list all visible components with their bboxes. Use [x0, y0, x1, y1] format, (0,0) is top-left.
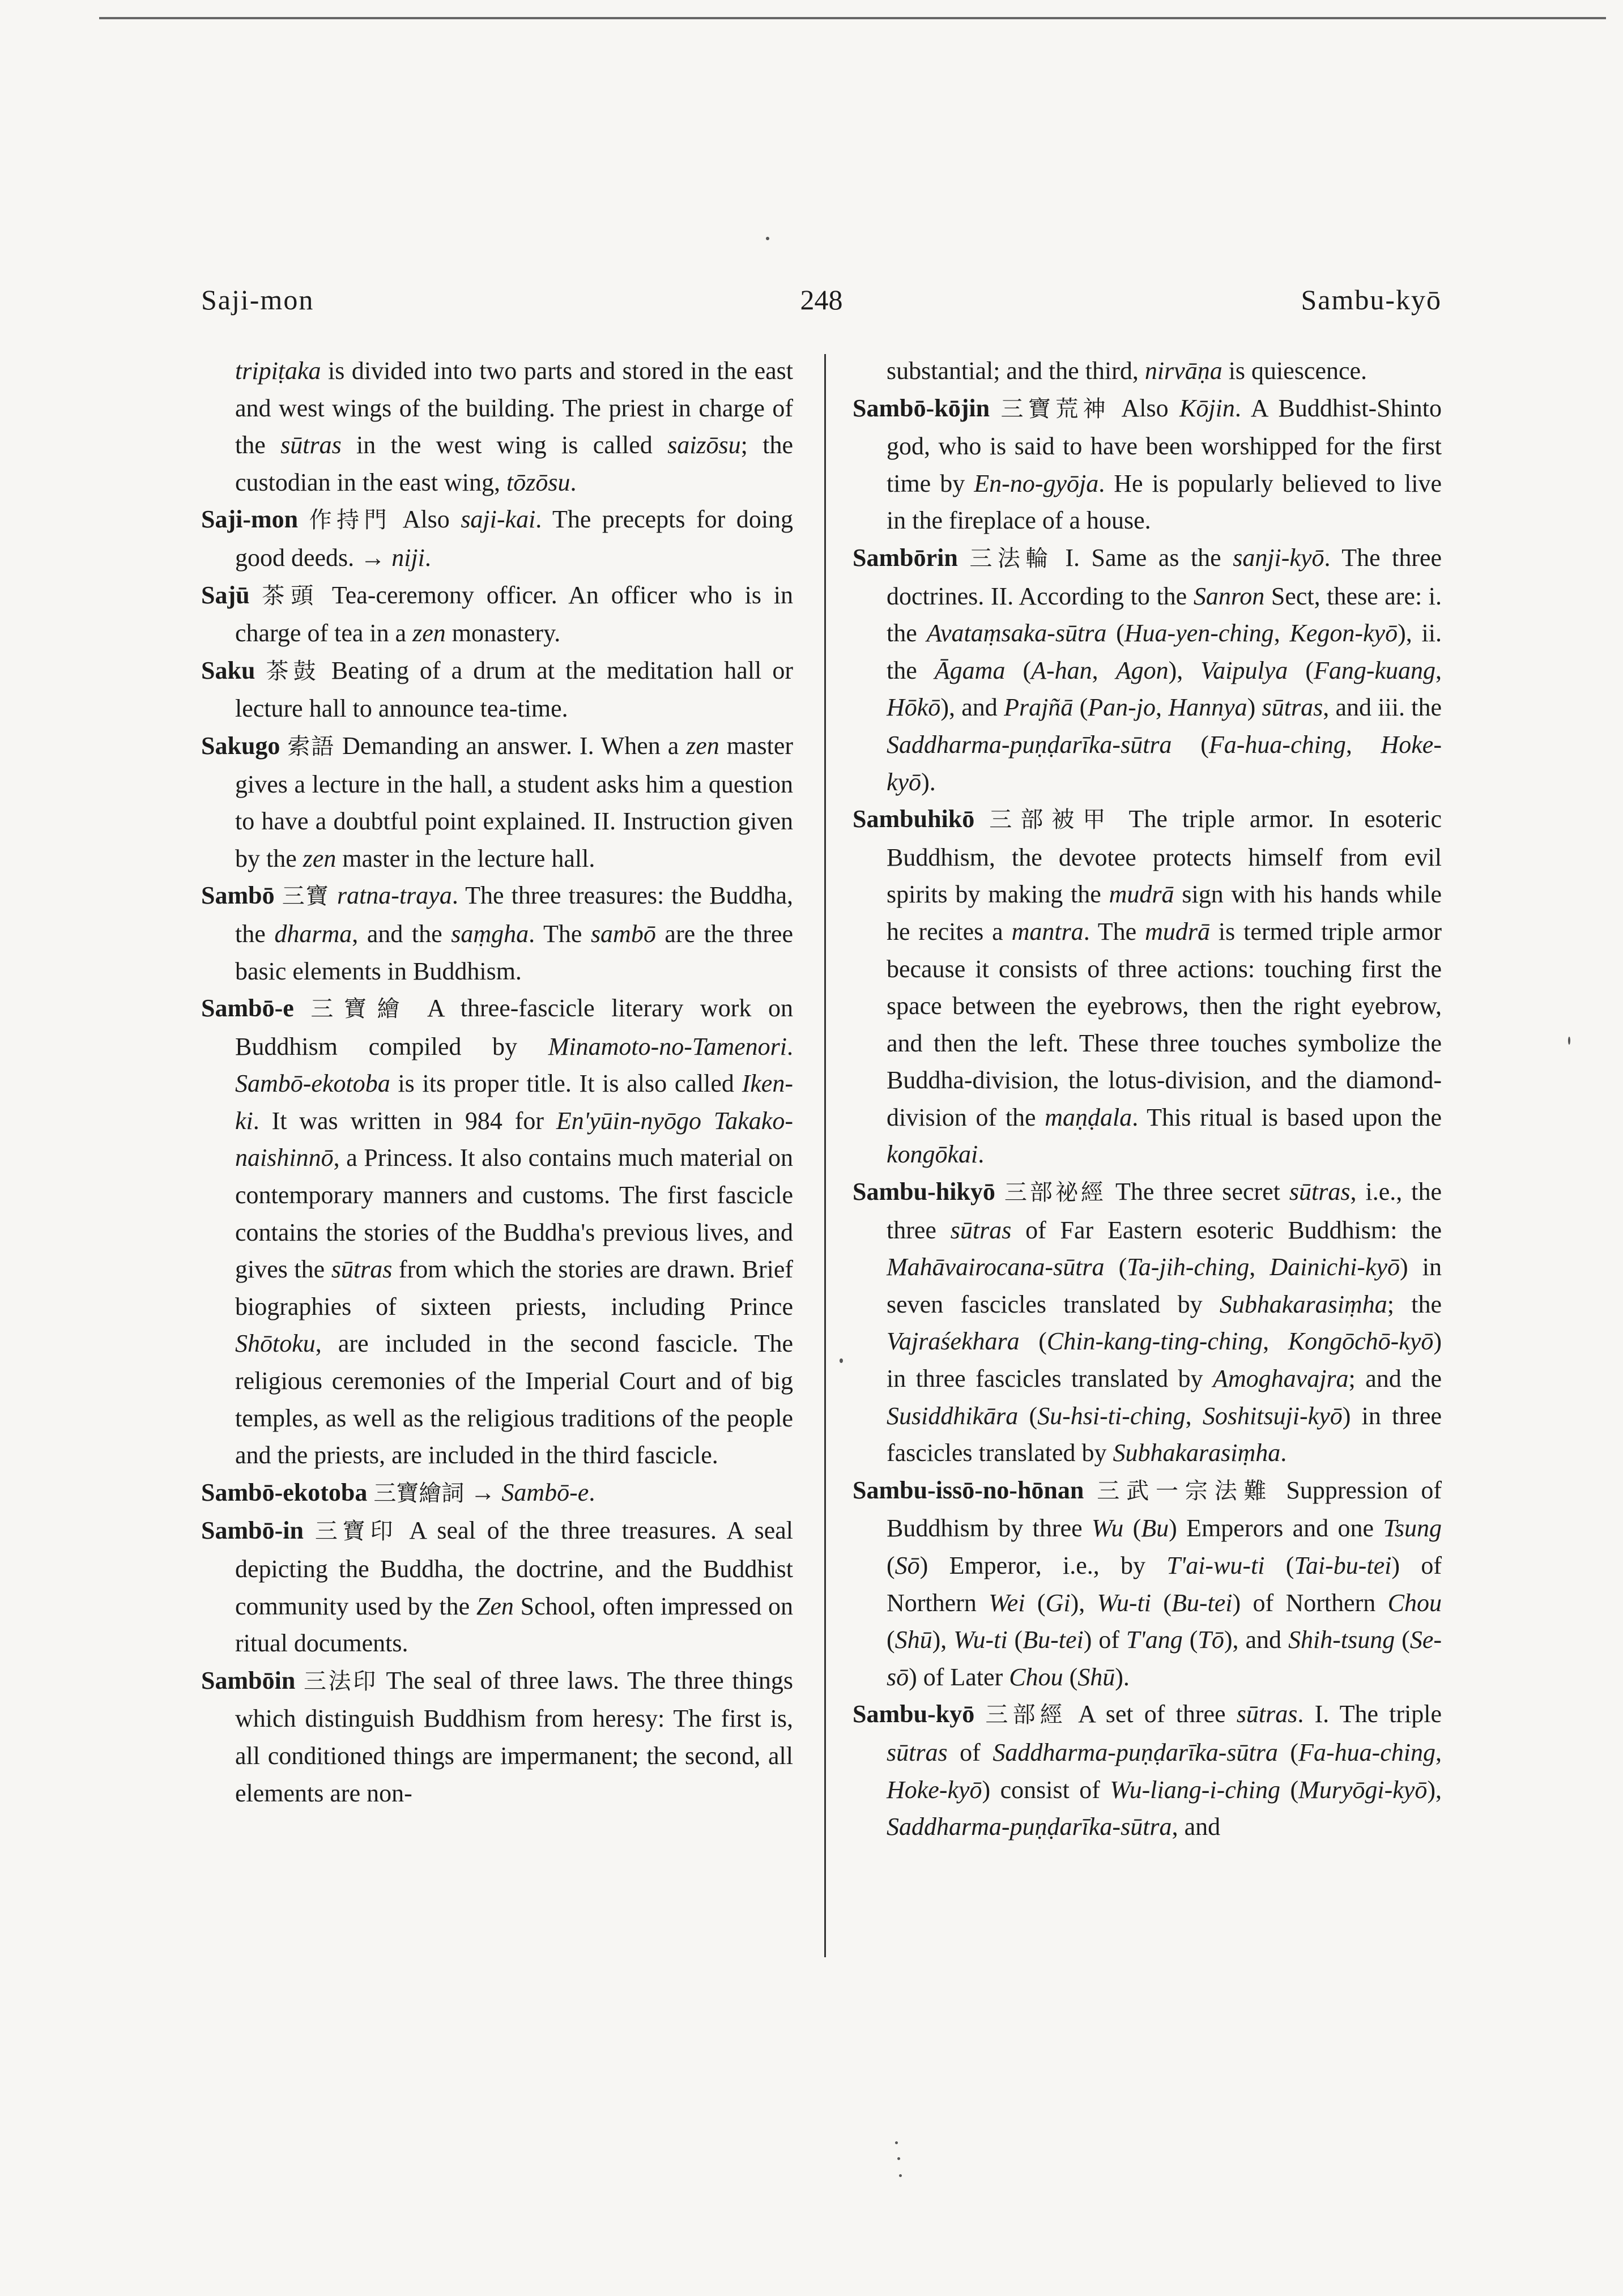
entry-kanji: 三寶: [282, 883, 330, 910]
entry-continuation: [853, 352, 1442, 390]
speck-mark: [1568, 1037, 1570, 1045]
dictionary-entry: [201, 652, 793, 727]
running-header: [201, 283, 1442, 323]
dictionary-entry: [201, 577, 793, 652]
dictionary-entry: [853, 1472, 1442, 1696]
entry-kanji: 作持門: [309, 507, 392, 534]
dictionary-entry: [201, 727, 793, 877]
entry-headword: Sambu-kyō: [853, 1700, 975, 1728]
entry-kanji: 三法輪: [969, 545, 1054, 572]
entry-kanji: 三寶繪詞: [373, 1480, 465, 1506]
dictionary-entry: [201, 1474, 793, 1513]
entry-kanji: 茶鼓: [266, 658, 321, 684]
speck-mark: [895, 2141, 898, 2144]
dictionary-entry: [201, 877, 793, 990]
entry-definition: substantial; and the third, nirvāṇa is quiescence.: [887, 357, 1368, 385]
entry-definition: → Sambō-e.: [470, 1478, 595, 1506]
entry-definition: Suppression of Buddhism by three Wu (Bu) Emperors and one Tsung (Sō) Emperor, i.e., by T'ai-wu-ti (Tai-bu-tei) of Northern Wei (Gi), Wu-ti (Bu-tei) of Northern Chou (Shū), Wu-ti (Bu-tei) of T'ang (Tō), and Shih-tsung (Se-sō) of Later Chou (Shū).: [887, 1476, 1442, 1691]
entry-continuation: [201, 352, 793, 501]
entry-definition: A three-fascicle literary work on Buddhism compiled by Minamoto-no-Tamenori. Sambō-ekotoba is its proper title. It is also called Iken-ki. It was written in 984 for En'yūin-nyōgo Takako-naishinnō, a Princess. It also contains much material on contemporary manners and customs. The first fascicle contains the stories of the Buddha's previous lives, and gives the sūtras from which the stories are drawn. Brief biographies of sixteen priests, including Prince Shōtoku, are included in the second fascicle. The religious ceremonies of the Imperial Court and of big temples, as well as the religious traditions of the people and the priests, are included in the third fascicle.: [235, 994, 794, 1469]
header-right-guide-word: Sambu-kyō: [1301, 284, 1442, 316]
entry-headword: Sambu-hikyō: [853, 1178, 995, 1206]
left-column: [201, 352, 793, 1812]
speck-mark: [766, 237, 769, 240]
page-number: 248: [800, 284, 843, 316]
dictionary-entry: [853, 539, 1442, 800]
entry-headword: Sambō-kōjin: [853, 394, 990, 422]
dictionary-entry: [853, 1696, 1442, 1845]
entry-kanji: 茶頭: [262, 582, 320, 609]
entry-kanji: 三法印: [303, 1668, 378, 1694]
entry-headword: Saku: [201, 656, 255, 684]
dictionary-entry: [201, 501, 793, 576]
entry-headword: Sambō: [201, 881, 275, 910]
entry-headword: Sambōrin: [853, 543, 958, 572]
entry-headword: Saji-mon: [201, 505, 299, 534]
entry-headword: Sambō-in: [201, 1517, 304, 1545]
entry-definition: ratna-traya. The three treasures: the Buddha, the dharma, and the saṃgha. The sambō are the three basic elements in Buddhism.: [235, 881, 794, 985]
dictionary-entry: [853, 390, 1442, 539]
entry-kanji: 索語: [287, 733, 335, 760]
entry-headword: Sambōin: [201, 1666, 296, 1694]
entry-definition: A seal of the three treasures. A seal depicting the Buddha, the doctrine, and the Buddhist community used by the Zen School, often impressed on ritual documents.: [235, 1517, 793, 1658]
dictionary-entry: [853, 800, 1442, 1173]
entry-headword: Sakugo: [201, 731, 280, 760]
entry-definition: The triple armor. In esoteric Buddhism, the devotee protects himself from evil spirits by making the mudrā sign with his hands while he recites a mantra. The mudrā is termed triple armor because it consists of three actions: touching first the space between the eyebrows, then the right eyebrow, and then the left. These three touches symbolize the Buddha-division, the lotus-division, and the diamond-division of the maṇḍala. This ritual is based upon the kongōkai.: [887, 805, 1442, 1169]
entry-kanji: 三寶印: [314, 1518, 398, 1545]
entry-definition: The seal of three laws. The three things which distinguish Buddhism from heresy: The first is, all conditioned things are impermanent; the second, all elements are non-: [235, 1666, 794, 1807]
entry-kanji: 三武一宗法難: [1097, 1477, 1273, 1504]
dictionary-entry: [201, 1512, 793, 1662]
entry-headword: Sambuhikō: [853, 805, 975, 833]
entry-definition: Demanding an answer. I. When a zen master gives a lecture in the hall, a student asks him a question to have a doubtful point explained. II. Instruction given by the zen master in the lecture hall.: [235, 731, 794, 872]
entry-definition: tripiṭaka is divided into two parts and stored in the east and west wings of the building. The priest in charge of the sūtras in the west wing is called saizōsu; the custodian in the east wing, tōzōsu.: [235, 357, 793, 496]
entry-definition: Also Kōjin. A Buddhist-Shinto god, who is said to have been worshipped for the first time by En-no-gyōja. He is popularly believed to live in the fireplace of a house.: [887, 394, 1442, 535]
entry-headword: Sambō-ekotoba: [201, 1478, 368, 1506]
entry-definition: Also saji-kai. The precepts for doing good deeds. → niji.: [235, 505, 794, 572]
top-border-line: [99, 17, 1606, 19]
entry-kanji: 三寶繪: [310, 996, 411, 1023]
speck-mark: [899, 2174, 902, 2177]
entry-kanji: 三部經: [985, 1702, 1067, 1728]
entry-definition: A set of three sūtras. I. The triple sūtras of Saddharma-puṇḍarīka-sūtra (Fa-hua-ching, Hoke-kyō) consist of Wu-liang-i-ching (Muryōgi-kyō), Saddharma-puṇḍarīka-sūtra, and: [887, 1700, 1442, 1841]
entry-kanji: 三部被甲: [989, 807, 1114, 833]
entry-definition: The three secret sūtras, i.e., the three sūtras of Far Eastern esoteric Buddhism: the Mahāvairocana-sūtra (Ta-jih-ching, Dainichi-kyō) in seven fascicles translated by Subhakarasiṃha; the Vajraśekhara (Chin-kang-ting-ching, Kongōchō-kyō) in three fascicles translated by Amoghavajra; and the Susiddhikāra (Su-hsi-ti-ching, Soshitsuji-kyō) in three fascicles translated by Subhakarasiṃha.: [887, 1178, 1442, 1467]
entry-headword: Sambu-issō-no-hōnan: [853, 1476, 1084, 1504]
dictionary-entry: [201, 1662, 793, 1812]
dictionary-entry: [201, 990, 793, 1474]
speck-mark: [897, 2157, 900, 2160]
entry-definition: Tea-ceremony officer. An officer who is in charge of tea in a zen monastery.: [235, 581, 794, 648]
entry-kanji: 三寶荒神: [1000, 395, 1111, 422]
entry-headword: Sambō-e: [201, 994, 294, 1023]
entry-headword: Sajū: [201, 581, 250, 609]
speck-mark: [840, 1358, 843, 1363]
entry-definition: Beating of a drum at the meditation hall or lecture hall to announce tea-time.: [235, 656, 794, 723]
header-left-guide-word: Saji-mon: [201, 284, 314, 316]
entry-definition: I. Same as the sanji-kyō. The three doctrines. II. According to the Sanron Sect, these are: i. the Avataṃsaka-sūtra (Hua-yen-ching, Kegon-kyō), ii. the Āgama (A-han, Agon), Vaipulya (Fang-kuang, Hōkō), and Prajñā (Pan-jo, Hannya) sūtras, and iii. the Saddharma-puṇḍarīka-sūtra (Fa-hua-ching, Hoke-kyō).: [887, 543, 1442, 796]
right-column: [853, 352, 1442, 1846]
entry-kanji: 三部祕經: [1004, 1179, 1106, 1206]
dictionary-entry: [853, 1173, 1442, 1472]
column-divider: [824, 354, 826, 1957]
